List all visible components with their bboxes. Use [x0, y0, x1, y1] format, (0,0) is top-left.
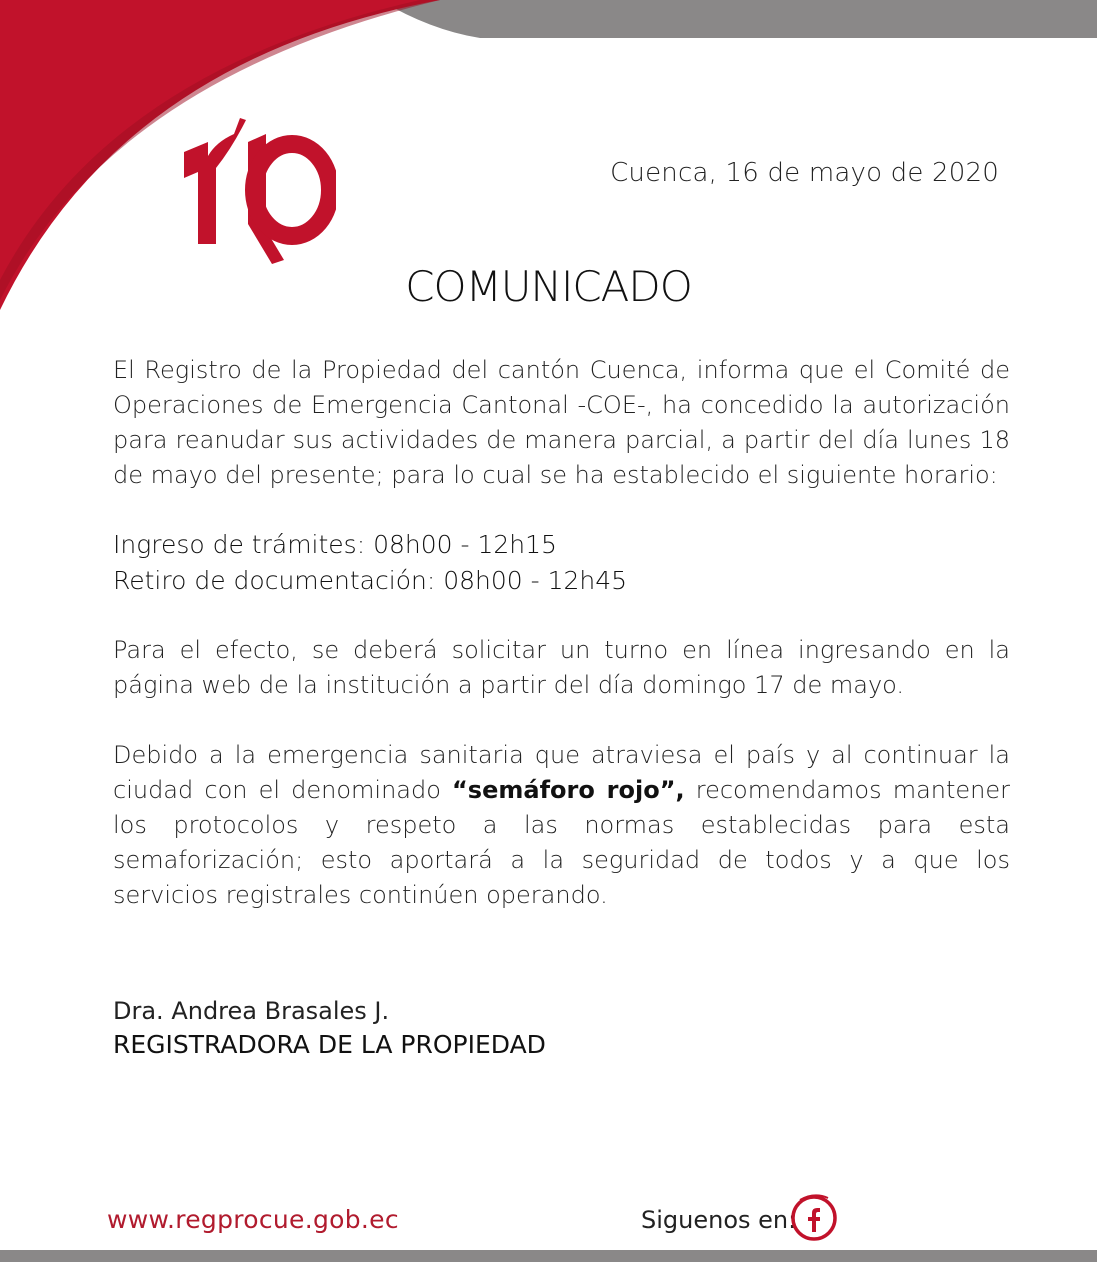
letter-date: Cuenca, 16 de mayo de 2020	[610, 158, 999, 188]
signature-block	[113, 994, 546, 1062]
paragraph-turno: Para el efecto, se deberá solicitar un turno en línea ingresando en la página web de la institución a partir del día domingo 17 de mayo.	[113, 636, 1010, 699]
signer-name: Dra. Andrea Brasales J.	[113, 997, 390, 1025]
follow-label: Siguenos en:	[641, 1206, 797, 1234]
rp-logo	[176, 112, 336, 264]
paragraph3-start: Debido a la emergencia sanitaria que atraviesa el país y al continuar la ciudad con el denominado	[113, 741, 1010, 804]
schedule-item-ingreso: Ingreso de trámites: 08h00 - 12h15	[113, 530, 557, 559]
top-gray-band	[380, 0, 1097, 38]
page-title: COMUNICADO	[405, 262, 692, 311]
signer-role: REGISTRADORA DE LA PROPIEDAD	[113, 1030, 546, 1059]
schedule-list	[113, 527, 1010, 599]
website-link[interactable]: www.regprocue.gob.ec	[107, 1205, 399, 1234]
paragraph-intro: El Registro de la Propiedad del cantón Cuenca, informa que el Comité de Operaciones de Emergencia Cantonal -COE-, ha concedido la autorización para reanudar sus actividades de manera parcial, a partir del día lunes 18 de mayo del presente; para lo cual se ha establecido el siguiente horario:	[113, 356, 1010, 489]
paragraph3-end: recomendamos mantener los protocolos y respeto a las normas establecidas para esta semaforización; esto aportará a la seguridad de todos y a que los servicios registrales continúen operando.	[113, 776, 1011, 909]
bottom-white-strip	[0, 1262, 1097, 1280]
facebook-icon[interactable]	[786, 1190, 842, 1246]
schedule-item-retiro: Retiro de documentación: 08h00 - 12h45	[113, 566, 628, 595]
paragraph-recommendation	[113, 738, 1010, 913]
semaforo-rojo-highlight: “semáforo rojo”,	[452, 776, 685, 804]
